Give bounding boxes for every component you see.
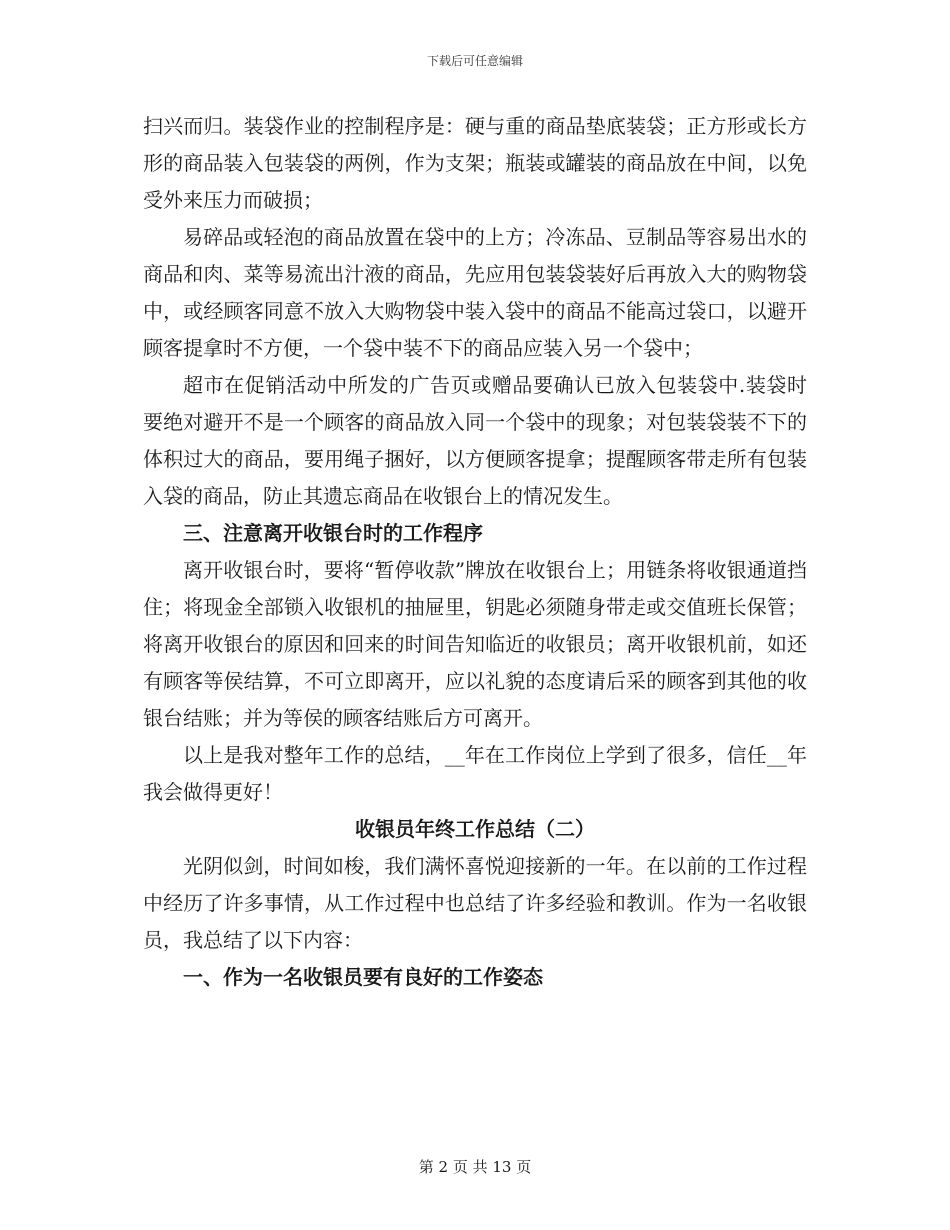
paragraph-summary: 以上是我对整年工作的总结，__年在工作岗位上学到了很多，信任__年我会做得更好！ bbox=[143, 743, 807, 804]
paragraph-promotion-items: 超市在促销活动中所发的广告页或赠品要确认已放入包装袋中.装袋时要绝对避开不是一个顾客的商品放入同一个袋中的现象；对包装袋装不下的体积过大的商品，要用绳子捆好，以方便顾客提拿；提醒顾客带走所有包装入袋的商品，防止其遗忘商品在收银台上的情况发生。 bbox=[143, 373, 807, 508]
page-header: 下载后可任意编辑 bbox=[426, 54, 523, 68]
paragraph-bagging-procedure: 扫兴而归。装袋作业的控制程序是：硬与重的商品垫底装袋；正方形或长方形的商品装入包装袋的两例，作为支架；瓶装或罐装的商品放在中间，以免受外来压力而破损； bbox=[143, 114, 807, 212]
paragraph-leaving-register: 离开收银台时，要将“暂停收款”牌放在收银台上；用链条将收银通道挡住；将现金全部锁入收银机的抽屉里，钥匙必须随身带走或交值班长保管；将离开收银台的原因和回来的时间告知临近的收银员；离开收银机前，如还有顾客等侯结算，不可立即离开，应以礼貌的态度请后采的顾客到其他的收银台结账；并为等侯的顾客结账后方可离开。 bbox=[143, 558, 807, 730]
paragraph-intro: 光阴似剑，时间如梭，我们满怀喜悦迎接新的一年。在以前的工作过程中经历了许多事情，从工作过程中也总结了许多经验和教训。作为一名收银员，我总结了以下内容： bbox=[143, 854, 807, 952]
heading-work-attitude: 一、作为一名收银员要有良好的工作姿态 bbox=[183, 965, 543, 989]
heading-leaving-register: 三、注意离开收银台时的工作程序 bbox=[183, 521, 483, 545]
section-title: 收银员年终工作总结（二） bbox=[355, 817, 595, 841]
page-number: 第 2 页 共 13 页 bbox=[418, 1158, 532, 1176]
paragraph-fragile-items: 易碎品或轻泡的商品放置在袋中的上方；冷冻品、豆制品等容易出水的商品和肉、菜等易流出汁液的商品，先应用包装袋装好后再放入大的购物袋中，或经顾客同意不放入大购物袋中装入袋中的商品不能高过袋口，以避开顾客提拿时不方便，一个袋中装不下的商品应装入另一个袋中； bbox=[143, 225, 807, 360]
document-body bbox=[143, 108, 807, 996]
